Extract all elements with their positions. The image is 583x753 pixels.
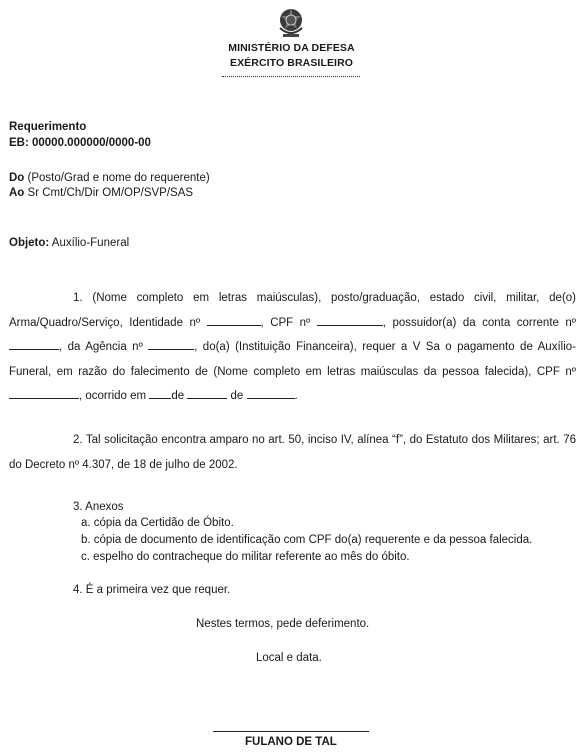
cpf-blank (317, 315, 383, 326)
annex-item: b. cópia de documento de identificação com CPF do(a) requerente e da pessoa falecida. (81, 534, 533, 546)
signature-line (213, 731, 369, 732)
closing-terms: Nestes termos, pede deferimento. (196, 618, 370, 630)
army-heading: EXÉRCITO BRASILEIRO (229, 57, 354, 69)
agency-blank (148, 339, 194, 350)
object-text: Auxílio-Funeral (49, 237, 130, 249)
place-date: Local e data. (256, 652, 322, 664)
to-label: Ao (9, 187, 25, 199)
header-dotted-line (222, 76, 360, 77)
deceased-cpf-blank (9, 388, 79, 399)
paragraph-2: 2. Tal solicitação encontra amparo no art. 50, inciso IV, alínea “f”, do Estatuto dos Militares; art. 76 do Decreto nº 4.307, de 18 de julho de 2002. (9, 434, 576, 471)
account-blank (9, 339, 59, 350)
paragraph-4: 4. É a primeira vez que requer. (73, 584, 231, 596)
annex-item: a. cópia da Certidão de Óbito. (81, 517, 234, 529)
paragraph-1: 1. (Nome completo em letras maiúsculas), posto/graduação, estado civil, militar, de(o) Arma/Quadro/Serviço, Identidade nº , CPF nº , possuidor(a) da conta corrente nº , da Agência nº , do(a) (Instituição Financeira), requer a V Sa o pagamento de Auxílio-Funeral, em razão do falecimento de (Nome completo em letras maiúsculas da pessoa falecida), CPF nº , ocorrido em de de . (9, 292, 576, 402)
to-text: Sr Cmt/Ch/Dir OM/OP/SVP/SAS (24, 187, 194, 199)
year-blank (247, 388, 295, 399)
document-title: Requerimento (9, 121, 87, 133)
to-line (9, 187, 193, 199)
signatory-name: FULANO DE TAL (245, 736, 337, 748)
from-text: (Posto/Grad e nome do requerente) (24, 172, 210, 184)
month-blank (187, 388, 227, 399)
identity-blank (207, 315, 261, 326)
object-line (9, 237, 129, 249)
day-blank (149, 388, 171, 399)
eb-number: EB: 00000.000000/0000-00 (9, 137, 151, 149)
coat-of-arms-icon (276, 6, 306, 40)
object-label: Objeto: (9, 237, 50, 249)
annexes-title: 3. Anexos (73, 501, 124, 513)
ministry-heading: MINISTÉRIO DA DEFESA (228, 42, 355, 54)
from-line (9, 172, 210, 184)
annex-item: c. espelho do contracheque do militar referente ao mês do óbito. (81, 551, 410, 563)
from-label: Do (9, 172, 25, 184)
